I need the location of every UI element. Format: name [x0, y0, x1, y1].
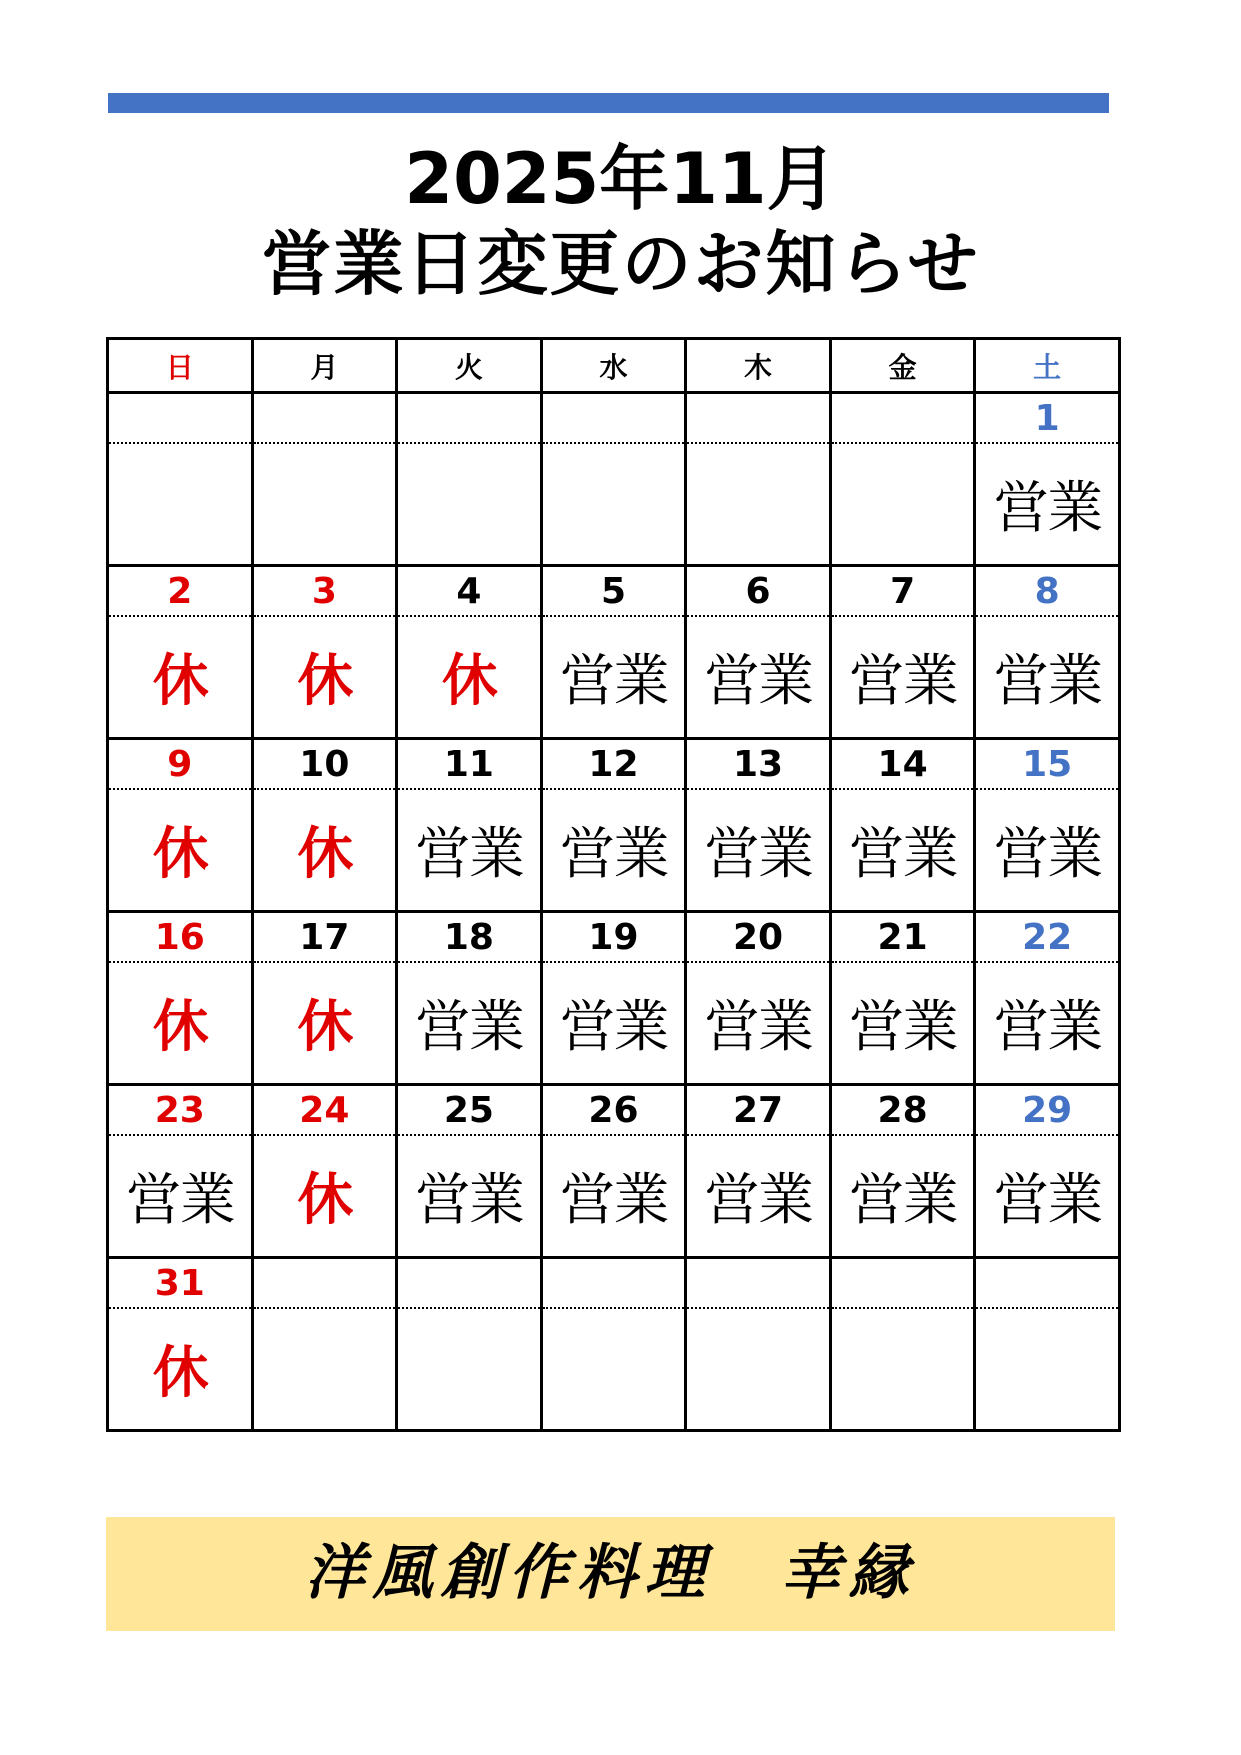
date-number: 7 — [830, 566, 975, 617]
page-title-notice: 営業日変更のお知らせ — [261, 223, 980, 305]
empty-cell — [830, 1308, 975, 1431]
date-number: 25 — [397, 1085, 542, 1136]
weekday-header-row — [108, 339, 1120, 393]
open-day-label: 営業 — [108, 1135, 253, 1258]
date-number: 8 — [975, 566, 1120, 617]
date-number — [252, 1258, 397, 1309]
date-number — [686, 1258, 831, 1309]
date-number: 2 — [108, 566, 253, 617]
open-day-label: 営業 — [975, 443, 1120, 566]
open-day-label: 営業 — [830, 616, 975, 739]
open-day-label: 営業 — [686, 616, 831, 739]
date-number: 14 — [830, 739, 975, 790]
status-row — [108, 616, 1120, 739]
date-number — [830, 393, 975, 444]
open-day-label: 営業 — [541, 1135, 686, 1258]
date-number — [541, 1258, 686, 1309]
date-number: 4 — [397, 566, 542, 617]
date-number: 19 — [541, 912, 686, 963]
empty-cell — [541, 1308, 686, 1431]
open-day-label: 営業 — [975, 1135, 1120, 1258]
closed-day-label: 休 — [252, 616, 397, 739]
date-number — [397, 1258, 542, 1309]
empty-cell — [686, 1308, 831, 1431]
open-day-label: 営業 — [397, 962, 542, 1085]
date-number — [108, 393, 253, 444]
date-number-row — [108, 1085, 1120, 1136]
weekday-wednesday: 水 — [541, 339, 686, 393]
date-number-row — [108, 739, 1120, 790]
date-number: 1 — [975, 393, 1120, 444]
date-number — [541, 393, 686, 444]
empty-cell — [686, 443, 831, 566]
closed-day-label: 休 — [252, 1135, 397, 1258]
date-number — [252, 393, 397, 444]
date-number: 27 — [686, 1085, 831, 1136]
empty-cell — [975, 1308, 1120, 1431]
weekday-tuesday: 火 — [397, 339, 542, 393]
open-day-label: 営業 — [686, 789, 831, 912]
closed-day-label: 休 — [108, 962, 253, 1085]
empty-cell — [541, 443, 686, 566]
open-day-label: 営業 — [975, 616, 1120, 739]
open-day-label: 営業 — [975, 789, 1120, 912]
empty-cell — [397, 1308, 542, 1431]
top-accent-bar — [108, 93, 1109, 113]
weekday-sunday: 日 — [108, 339, 253, 393]
empty-cell — [252, 1308, 397, 1431]
date-number: 11 — [397, 739, 542, 790]
date-number: 17 — [252, 912, 397, 963]
empty-cell — [252, 443, 397, 566]
page-title-date: 2025年11月 — [404, 138, 837, 220]
closed-day-label: 休 — [108, 616, 253, 739]
closed-day-label: 休 — [252, 962, 397, 1085]
closed-day-label: 休 — [108, 789, 253, 912]
date-number: 12 — [541, 739, 686, 790]
date-number: 26 — [541, 1085, 686, 1136]
date-number: 22 — [975, 912, 1120, 963]
weekday-saturday: 土 — [975, 339, 1120, 393]
status-row — [108, 789, 1120, 912]
weekday-friday: 金 — [830, 339, 975, 393]
restaurant-name-banner — [106, 1517, 1115, 1631]
date-number: 10 — [252, 739, 397, 790]
open-day-label: 営業 — [541, 789, 686, 912]
weekday-thursday: 木 — [686, 339, 831, 393]
restaurant-name: 洋風創作料理 幸縁 — [304, 1538, 917, 1608]
date-number: 29 — [975, 1085, 1120, 1136]
status-row — [108, 443, 1120, 566]
date-number-row — [108, 566, 1120, 617]
open-day-label: 営業 — [541, 962, 686, 1085]
calendar-body — [108, 393, 1120, 1431]
date-number: 15 — [975, 739, 1120, 790]
open-day-label: 営業 — [686, 962, 831, 1085]
date-number: 6 — [686, 566, 831, 617]
business-calendar — [106, 337, 1121, 1432]
date-number-row — [108, 1258, 1120, 1309]
weekday-monday: 月 — [252, 339, 397, 393]
date-number: 24 — [252, 1085, 397, 1136]
open-day-label: 営業 — [830, 1135, 975, 1258]
open-day-label: 営業 — [686, 1135, 831, 1258]
empty-cell — [108, 443, 253, 566]
date-number — [686, 393, 831, 444]
date-number — [830, 1258, 975, 1309]
empty-cell — [397, 443, 542, 566]
open-day-label: 営業 — [397, 789, 542, 912]
open-day-label: 営業 — [541, 616, 686, 739]
open-day-label: 営業 — [830, 789, 975, 912]
date-number: 20 — [686, 912, 831, 963]
empty-cell — [830, 443, 975, 566]
date-number: 18 — [397, 912, 542, 963]
open-day-label: 営業 — [975, 962, 1120, 1085]
date-number: 28 — [830, 1085, 975, 1136]
date-number-row — [108, 393, 1120, 444]
date-number: 3 — [252, 566, 397, 617]
date-number: 21 — [830, 912, 975, 963]
closed-day-label: 休 — [252, 789, 397, 912]
open-day-label: 営業 — [830, 962, 975, 1085]
open-day-label: 営業 — [397, 1135, 542, 1258]
closed-day-label: 休 — [397, 616, 542, 739]
date-number: 9 — [108, 739, 253, 790]
status-row — [108, 1308, 1120, 1431]
status-row — [108, 962, 1120, 1085]
date-number-row — [108, 912, 1120, 963]
date-number: 5 — [541, 566, 686, 617]
date-number: 23 — [108, 1085, 253, 1136]
closed-day-label: 休 — [108, 1308, 253, 1431]
date-number: 31 — [108, 1258, 253, 1309]
date-number — [975, 1258, 1120, 1309]
date-number — [397, 393, 542, 444]
date-number: 16 — [108, 912, 253, 963]
date-number: 13 — [686, 739, 831, 790]
status-row — [108, 1135, 1120, 1258]
